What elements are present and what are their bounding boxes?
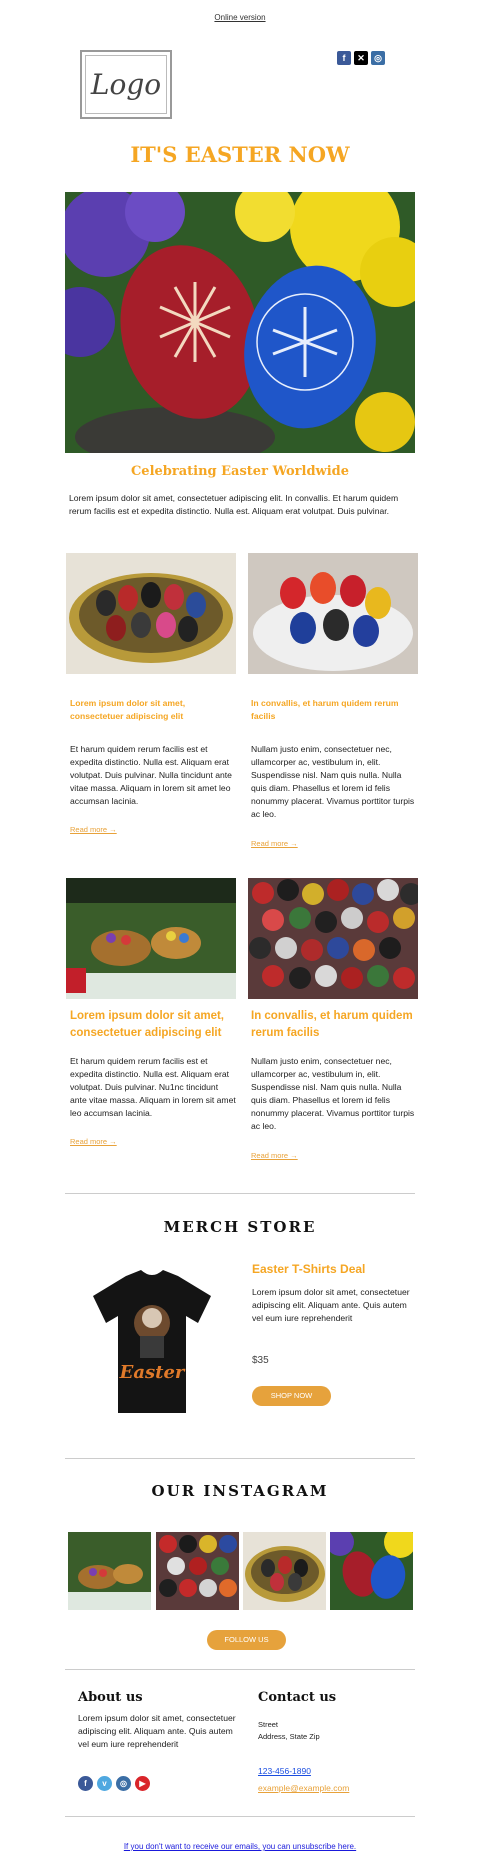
instagram-icon[interactable]: ◎: [371, 51, 385, 65]
card-image-eggs-basket: [66, 553, 236, 674]
online-version-link[interactable]: Online version: [214, 13, 266, 22]
card-body: Nullam justo enim, consectetuer nec, ullamcorper ac, vestibulum in, elit. Suspendisse nisl. Nam quis nulla. Nulla quis diam. Phasellus et lorem id felis nonummy placerat. Vivamus porttitor turpis ac leo.: [251, 744, 415, 819]
card-heading: In convallis, et harum quidem rerum facilis: [251, 1010, 413, 1039]
shirt-print-text: Easter: [119, 1362, 185, 1383]
card-body: Et harum quidem rerum facilis est et expedita distinctio. Nulla est. Aliquam erat volutpat. Duis pulvinar. Nu1nc tincidunt ante vitae massa. Aliquam in lorem sit amet leo accumsan lacinia.: [70, 1056, 236, 1118]
read-more-link[interactable]: Read more →: [251, 1151, 298, 1160]
instagram-icon[interactable]: ◎: [116, 1776, 131, 1791]
hero-image: [65, 192, 415, 453]
card-image-market-stall: [66, 878, 236, 999]
unsubscribe-link[interactable]: If you don't want to receive our emails, you can unsubscribe here.: [123, 1842, 357, 1851]
social-links-top: [337, 51, 385, 65]
divider: [65, 1193, 415, 1194]
facebook-icon[interactable]: f: [337, 51, 351, 65]
instagram-photo[interactable]: [330, 1532, 413, 1610]
card-image-many-eggs: [248, 878, 418, 999]
divider: [65, 1816, 415, 1817]
phone-link[interactable]: 123-456-1890: [258, 1766, 311, 1776]
merch-title: MERCH STORE: [163, 1218, 317, 1236]
page-title: IT'S EASTER NOW: [130, 142, 350, 167]
instagram-title: OUR INSTAGRAM: [151, 1482, 329, 1500]
contact-title: Contact us: [258, 1690, 337, 1705]
card-heading: In convallis, et harum quidem rerum facilis: [251, 698, 399, 721]
read-more-link[interactable]: Read more →: [251, 839, 298, 848]
tshirt-image: [86, 1268, 218, 1418]
street: Street: [258, 1720, 279, 1729]
section-subtitle: Celebrating Easter Worldwide: [130, 464, 350, 479]
product-title: Easter T-Shirts Deal: [252, 1262, 366, 1276]
facebook-icon[interactable]: f: [78, 1776, 93, 1791]
logo: Logo: [80, 50, 172, 119]
product-description: Lorem ipsum dolor sit amet, consectetuer adipiscing elit. Aliquam ante. Quis autem vel eum iure reprehenderit: [252, 1287, 410, 1323]
product-price: $35: [252, 1355, 269, 1366]
card-heading: Lorem ipsum dolor sit amet, consectetuer adipiscing elit: [70, 1010, 224, 1039]
x-icon[interactable]: ✕: [354, 51, 368, 65]
divider: [65, 1669, 415, 1670]
divider: [65, 1458, 415, 1459]
footer-social-links: [78, 1776, 150, 1791]
card-body: Nullam justo enim, consectetuer nec, ullamcorper ac, vestibulum in, elit. Suspendisse nisl. Nam quis nulla. Nulla quis diam. Phasellus et lorem id felis nonummy placerat. Vivamus porttitor turpis ac leo.: [251, 1056, 415, 1131]
card-heading: Lorem ipsum dolor sit amet, consectetuer adipiscing elit: [70, 698, 186, 721]
follow-us-button[interactable]: FOLLOW US: [207, 1630, 286, 1650]
address: Address, State Zip: [258, 1732, 320, 1741]
shop-now-button[interactable]: SHOP NOW: [252, 1386, 331, 1406]
card-image-eggs-doily: [248, 553, 418, 674]
about-title: About us: [78, 1690, 143, 1705]
about-text: Lorem ipsum dolor sit amet, consectetuer adipiscing elit. Aliquam ante. Quis autem vel eum iure reprehenderit: [78, 1713, 236, 1749]
card-body: Et harum quidem rerum facilis est et expedita distinctio. Nulla est. Aliquam erat volutpat. Duis pulvinar. Nulla tincidunt ante vitae massa. Aliquam in lorem sit amet leo accumsan lacinia.: [70, 744, 232, 806]
vimeo-icon[interactable]: v: [97, 1776, 112, 1791]
instagram-photo[interactable]: [68, 1532, 151, 1610]
read-more-link[interactable]: Read more →: [70, 1137, 117, 1146]
read-more-link[interactable]: Read more →: [70, 825, 117, 834]
email-link[interactable]: example@example.com: [258, 1783, 350, 1793]
instagram-photo[interactable]: [243, 1532, 326, 1610]
instagram-photo[interactable]: [156, 1532, 239, 1610]
intro-text: Lorem ipsum dolor sit amet, consectetuer adipiscing elit. In convallis. Et harum quidem rerum facilis est et expedita distinctio. Nulla est. Aliquam erat volutpat. Duis pulvinar.: [69, 493, 399, 516]
youtube-icon[interactable]: ▶: [135, 1776, 150, 1791]
